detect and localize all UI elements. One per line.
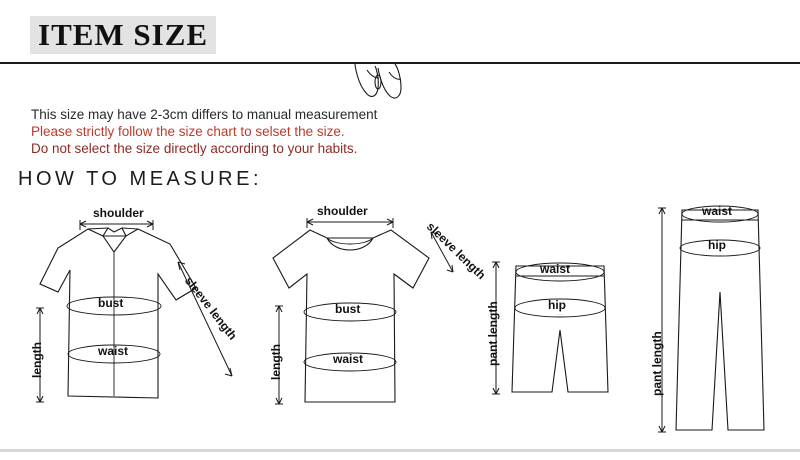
label-shoulder-shirt: shoulder: [93, 206, 144, 220]
diagram-short-sleeve-tee: [255, 196, 489, 432]
brand-monogram-icon: [345, 60, 415, 102]
label-pant-length-pants: pant length: [650, 331, 664, 396]
note-line-3: Do not select the size directly according to your habits.: [31, 141, 358, 156]
diagram-shorts: [478, 196, 643, 432]
label-hip-shorts: hip: [548, 298, 566, 312]
label-length-tee: length: [269, 344, 283, 380]
label-bust-tee: bust: [335, 302, 361, 316]
section-title: HOW TO MEASURE:: [18, 168, 263, 190]
label-shoulder-tee: shoulder: [317, 204, 368, 218]
diagram-long-pants: [640, 196, 800, 436]
diagram-row: [0, 196, 800, 446]
measurement-notes: [31, 106, 551, 157]
note-line-2: Please strictly follow the size chart to selset the size.: [31, 124, 345, 139]
label-pant-length-shorts: pant length: [486, 301, 500, 366]
label-waist-pants: waist: [702, 204, 733, 218]
label-sleeve-length-tee-text: sleeve length: [423, 219, 489, 283]
page-title: ITEM SIZE: [30, 16, 216, 54]
label-hip-pants: hip: [708, 238, 726, 252]
label-waist-shorts: waist: [540, 262, 571, 276]
label-length-shirt: length: [30, 342, 44, 378]
label-waist-shirt: waist: [98, 344, 129, 358]
label-waist-tee: waist: [333, 352, 364, 366]
footer-divider: [0, 449, 800, 452]
label-bust-shirt: bust: [98, 296, 124, 310]
label-sleeve-length-shirt: sleeve length: [181, 274, 240, 343]
diagram-long-sleeve-shirt: [18, 196, 248, 432]
note-line-1: This size may have 2-3cm differs to manual measurement: [31, 107, 378, 122]
page-title-wrapper: [30, 16, 216, 54]
